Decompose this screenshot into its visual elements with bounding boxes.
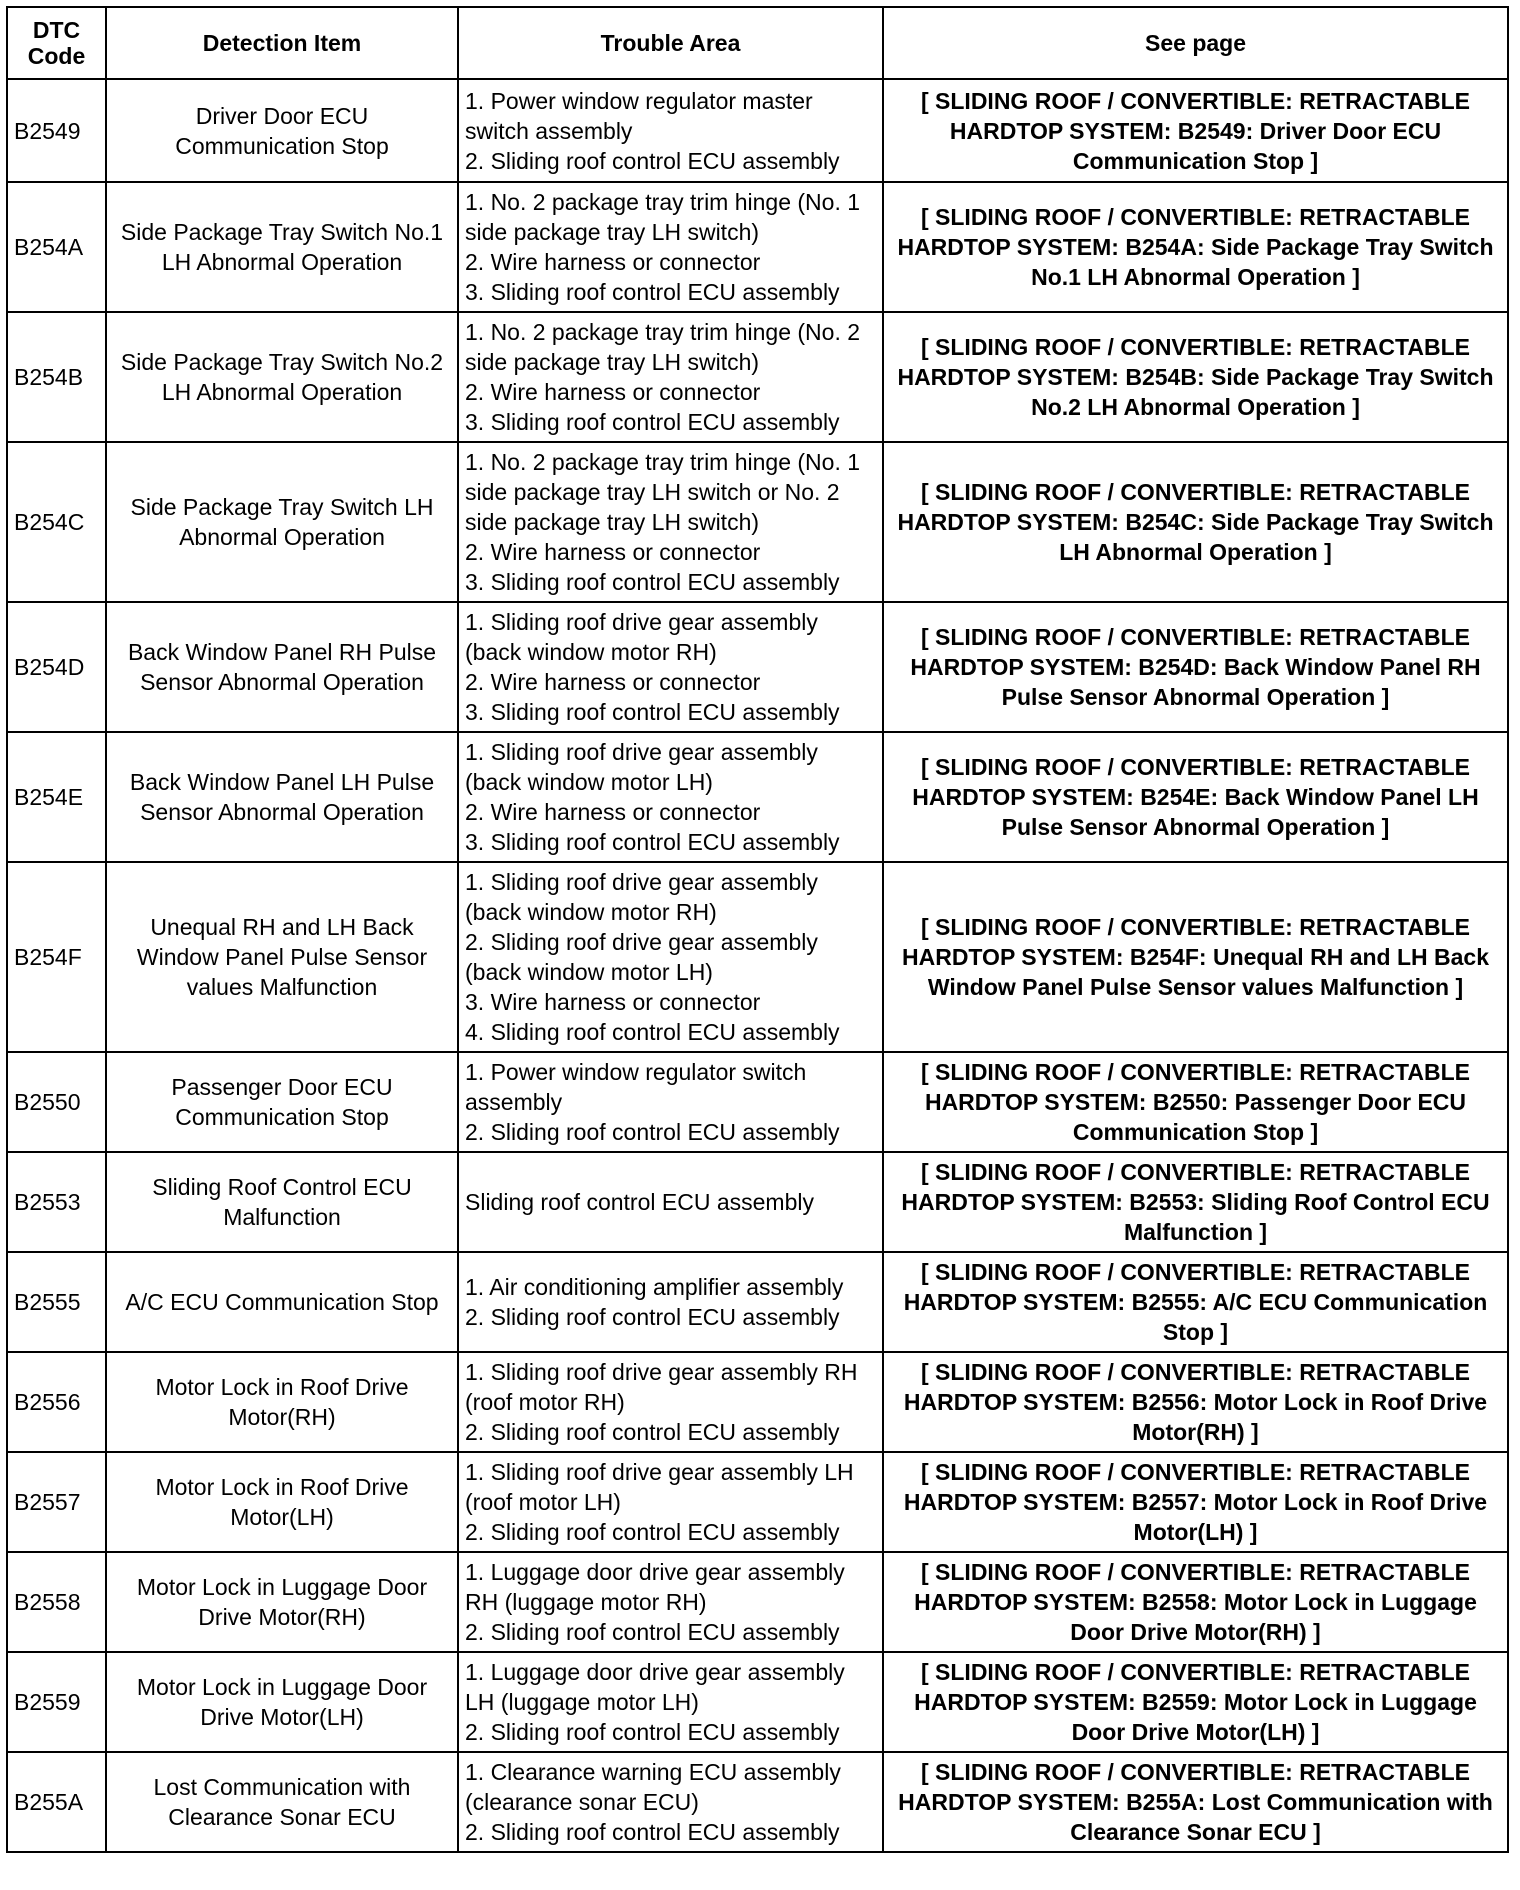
dtc-code-cell: B2559 (7, 1652, 106, 1752)
detection-item-cell: Driver Door ECU Communication Stop (106, 79, 458, 182)
see-page-link[interactable]: [ SLIDING ROOF / CONVERTIBLE: RETRACTABLE HARDTOP SYSTEM: B255A: Lost Communication with Clearance Sonar ECU ] (883, 1752, 1508, 1852)
trouble-area-cell (458, 442, 883, 602)
table-header-row (7, 7, 1508, 79)
trouble-area-line: 1. Power window regulator master switch assembly (465, 87, 813, 144)
dtc-code-cell: B2555 (7, 1252, 106, 1352)
trouble-area-cell (458, 1152, 883, 1252)
see-page-link[interactable]: [ SLIDING ROOF / CONVERTIBLE: RETRACTABLE HARDTOP SYSTEM: B254F: Unequal RH and LH Back Window Panel Pulse Sensor values Malfunction ] (883, 862, 1508, 1052)
table-row (7, 182, 1508, 312)
dtc-code-cell: B2553 (7, 1152, 106, 1252)
detection-item-cell: A/C ECU Communication Stop (106, 1252, 458, 1352)
header-dtc-code: DTC Code (7, 7, 106, 79)
trouble-area-line: 2. Sliding roof control ECU assembly (465, 1519, 840, 1545)
trouble-area-line: 1. Sliding roof drive gear assembly (back window motor LH) (465, 739, 818, 795)
dtc-code-cell: B254A (7, 182, 106, 312)
see-page-link[interactable]: [ SLIDING ROOF / CONVERTIBLE: RETRACTABLE HARDTOP SYSTEM: B2557: Motor Lock in Roof Drive Motor(LH) ] (883, 1452, 1508, 1552)
detection-item-cell: Motor Lock in Luggage Door Drive Motor(LH) (106, 1652, 458, 1752)
detection-item-cell: Sliding Roof Control ECU Malfunction (106, 1152, 458, 1252)
see-page-link[interactable]: [ SLIDING ROOF / CONVERTIBLE: RETRACTABLE HARDTOP SYSTEM: B2553: Sliding Roof Control ECU Malfunction ] (883, 1152, 1508, 1252)
trouble-area-cell (458, 862, 883, 1052)
trouble-area-line: 1. No. 2 package tray trim hinge (No. 1 side package tray LH switch or No. 2 side package tray LH switch) (465, 449, 861, 535)
trouble-area-cell (458, 1352, 883, 1452)
trouble-area-line: 1. Luggage door drive gear assembly RH (luggage motor RH) (465, 1559, 845, 1615)
trouble-area-cell (458, 79, 883, 182)
trouble-area-line: 3. Sliding roof control ECU assembly (465, 829, 840, 855)
trouble-area-cell (458, 1252, 883, 1352)
trouble-area-line: 3. Wire harness or connector (465, 989, 761, 1015)
trouble-area-line: 1. No. 2 package tray trim hinge (No. 1 side package tray LH switch) (465, 189, 861, 245)
table-row (7, 1252, 1508, 1352)
see-page-link[interactable]: [ SLIDING ROOF / CONVERTIBLE: RETRACTABLE HARDTOP SYSTEM: B2559: Motor Lock in Luggage Door Drive Motor(LH) ] (883, 1652, 1508, 1752)
trouble-area-line: 2. Sliding roof control ECU assembly (465, 147, 840, 174)
trouble-area-line: 2. Sliding roof control ECU assembly (465, 1419, 840, 1445)
detection-item-cell: Back Window Panel RH Pulse Sensor Abnormal Operation (106, 602, 458, 732)
trouble-area-cell (458, 1552, 883, 1652)
see-page-link[interactable]: [ SLIDING ROOF / CONVERTIBLE: RETRACTABLE HARDTOP SYSTEM: B2558: Motor Lock in Luggage Door Drive Motor(RH) ] (883, 1552, 1508, 1652)
dtc-code-cell: B2549 (7, 79, 106, 182)
table-row (7, 1352, 1508, 1452)
dtc-code-cell: B2558 (7, 1552, 106, 1652)
trouble-area-line: 2. Wire harness or connector (465, 249, 761, 275)
trouble-area-line: 1. Luggage door drive gear assembly LH (luggage motor LH) (465, 1659, 845, 1715)
detection-item-cell: Motor Lock in Roof Drive Motor(LH) (106, 1452, 458, 1552)
trouble-area-line: 1. Clearance warning ECU assembly (clearance sonar ECU) (465, 1759, 841, 1815)
trouble-area-line: 1. Sliding roof drive gear assembly (back window motor RH) (465, 869, 818, 925)
header-detection-item: Detection Item (106, 7, 458, 79)
see-page-link[interactable]: [ SLIDING ROOF / CONVERTIBLE: RETRACTABLE HARDTOP SYSTEM: B2556: Motor Lock in Roof Drive Motor(RH) ] (883, 1352, 1508, 1452)
table-row (7, 1052, 1508, 1152)
trouble-area-line: 2. Wire harness or connector (465, 799, 761, 825)
trouble-area-cell (458, 182, 883, 312)
trouble-area-line: 2. Wire harness or connector (465, 669, 761, 695)
trouble-area-line: 3. Sliding roof control ECU assembly (465, 409, 840, 435)
detection-item-cell: Side Package Tray Switch No.1 LH Abnormal Operation (106, 182, 458, 312)
trouble-area-cell (458, 312, 883, 442)
trouble-area-cell (458, 1052, 883, 1152)
trouble-area-line: 1. Sliding roof drive gear assembly (back window motor RH) (465, 609, 818, 665)
table-row (7, 1752, 1508, 1852)
detection-item-cell: Back Window Panel LH Pulse Sensor Abnormal Operation (106, 732, 458, 862)
trouble-area-line: 1. No. 2 package tray trim hinge (No. 2 side package tray LH switch) (465, 319, 861, 375)
trouble-area-cell (458, 732, 883, 862)
trouble-area-line: 2. Sliding roof control ECU assembly (465, 1619, 840, 1645)
detection-item-cell: Motor Lock in Roof Drive Motor(RH) (106, 1352, 458, 1452)
see-page-link[interactable]: [ SLIDING ROOF / CONVERTIBLE: RETRACTABLE HARDTOP SYSTEM: B254D: Back Window Panel RH Pulse Sensor Abnormal Operation ] (883, 602, 1508, 732)
table-row (7, 602, 1508, 732)
see-page-link[interactable]: [ SLIDING ROOF / CONVERTIBLE: RETRACTABLE HARDTOP SYSTEM: B2549: Driver Door ECU Communication Stop ] (883, 79, 1508, 182)
table-row (7, 1552, 1508, 1652)
table-body (7, 79, 1508, 1852)
trouble-area-line: 2. Sliding roof control ECU assembly (465, 1819, 840, 1845)
trouble-area-line: 3. Sliding roof control ECU assembly (465, 569, 840, 595)
dtc-code-cell: B254F (7, 862, 106, 1052)
trouble-area-line: 4. Sliding roof control ECU assembly (465, 1019, 840, 1045)
trouble-area-line: 1. Power window regulator switch assembly (465, 1059, 807, 1115)
table-row (7, 732, 1508, 862)
dtc-table (6, 6, 1509, 1853)
dtc-code-cell: B254C (7, 442, 106, 602)
header-trouble-area: Trouble Area (458, 7, 883, 79)
trouble-area-cell (458, 1452, 883, 1552)
dtc-code-cell: B2557 (7, 1452, 106, 1552)
table-row (7, 442, 1508, 602)
trouble-area-cell (458, 1752, 883, 1852)
dtc-code-cell: B254D (7, 602, 106, 732)
table-row (7, 1152, 1508, 1252)
trouble-area-line: 1. Sliding roof drive gear assembly LH (roof motor LH) (465, 1459, 854, 1515)
trouble-area-line: 3. Sliding roof control ECU assembly (465, 279, 840, 305)
table-row (7, 79, 1508, 182)
trouble-area-line: 2. Sliding roof control ECU assembly (465, 1719, 840, 1745)
trouble-area-line: Sliding roof control ECU assembly (465, 1189, 814, 1215)
trouble-area-line: 1. Sliding roof drive gear assembly RH (roof motor RH) (465, 1359, 858, 1415)
trouble-area-line: 2. Sliding roof control ECU assembly (465, 1304, 840, 1330)
trouble-area-line: 2. Sliding roof control ECU assembly (465, 1119, 840, 1145)
trouble-area-cell (458, 1652, 883, 1752)
table-row (7, 862, 1508, 1052)
dtc-code-cell: B254E (7, 732, 106, 862)
detection-item-cell: Passenger Door ECU Communication Stop (106, 1052, 458, 1152)
table-row (7, 312, 1508, 442)
detection-item-cell: Side Package Tray Switch LH Abnormal Operation (106, 442, 458, 602)
dtc-code-cell: B2556 (7, 1352, 106, 1452)
detection-item-cell: Unequal RH and LH Back Window Panel Pulse Sensor values Malfunction (106, 862, 458, 1052)
see-page-link[interactable]: [ SLIDING ROOF / CONVERTIBLE: RETRACTABLE HARDTOP SYSTEM: B2550: Passenger Door ECU Communication Stop ] (883, 1052, 1508, 1152)
trouble-area-line: 1. Air conditioning amplifier assembly (465, 1274, 844, 1300)
see-page-link[interactable]: [ SLIDING ROOF / CONVERTIBLE: RETRACTABLE HARDTOP SYSTEM: B254A: Side Package Tray Switch No.1 LH Abnormal Operation ] (883, 182, 1508, 312)
trouble-area-line: 3. Sliding roof control ECU assembly (465, 699, 840, 725)
detection-item-cell: Motor Lock in Luggage Door Drive Motor(RH) (106, 1552, 458, 1652)
header-see-page: See page (883, 7, 1508, 79)
detection-item-cell: Side Package Tray Switch No.2 LH Abnormal Operation (106, 312, 458, 442)
table-row (7, 1652, 1508, 1752)
dtc-code-cell: B2550 (7, 1052, 106, 1152)
detection-item-cell: Lost Communication with Clearance Sonar ECU (106, 1752, 458, 1852)
dtc-code-cell: B255A (7, 1752, 106, 1852)
trouble-area-line: 2. Wire harness or connector (465, 379, 761, 405)
dtc-code-cell: B254B (7, 312, 106, 442)
see-page-link[interactable]: [ SLIDING ROOF / CONVERTIBLE: RETRACTABLE HARDTOP SYSTEM: B254B: Side Package Tray Switch No.2 LH Abnormal Operation ] (883, 312, 1508, 442)
see-page-link[interactable]: [ SLIDING ROOF / CONVERTIBLE: RETRACTABLE HARDTOP SYSTEM: B254E: Back Window Panel LH Pulse Sensor Abnormal Operation ] (883, 732, 1508, 862)
trouble-area-line: 2. Wire harness or connector (465, 539, 761, 565)
trouble-area-cell (458, 602, 883, 732)
table-row (7, 1452, 1508, 1552)
see-page-link[interactable]: [ SLIDING ROOF / CONVERTIBLE: RETRACTABLE HARDTOP SYSTEM: B2555: A/C ECU Communication Stop ] (883, 1252, 1508, 1352)
see-page-link[interactable]: [ SLIDING ROOF / CONVERTIBLE: RETRACTABLE HARDTOP SYSTEM: B254C: Side Package Tray Switch LH Abnormal Operation ] (883, 442, 1508, 602)
trouble-area-line: 2. Sliding roof drive gear assembly (back window motor LH) (465, 929, 818, 985)
